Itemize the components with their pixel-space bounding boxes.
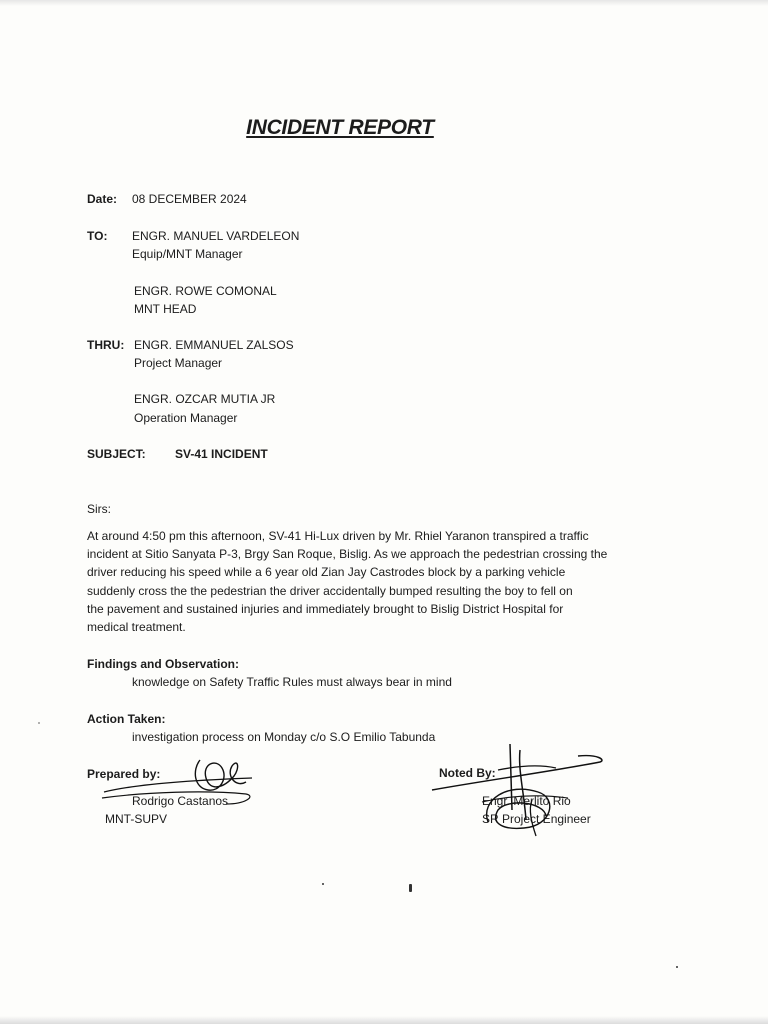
date-label: Date: [87, 192, 118, 206]
scan-edge-top [0, 0, 768, 6]
prepared-by-position: MNT-SUPV [105, 812, 168, 826]
action-text: investigation process on Monday c/o S.O Emilio Tabunda [132, 730, 436, 744]
to-recipient-2-name: ENGR. ROWE COMONAL [134, 284, 277, 298]
scan-speck [409, 884, 412, 892]
thru-recipient-1-name: ENGR. EMMANUEL ZALSOS [134, 338, 294, 352]
narrative-line: driver reducing his speed while a 6 year old Zian Jay Castrodes block by a parking vehicle [87, 565, 566, 580]
action-label: Action Taken: [87, 712, 166, 726]
to-label: TO: [87, 229, 108, 243]
document-title: INCIDENT REPORT [246, 116, 434, 139]
to-recipient-2-position: MNT HEAD [134, 302, 197, 316]
noted-by-name: Engr. Merlito Rio [482, 794, 571, 808]
scan-speck [38, 722, 40, 724]
scan-speck [322, 883, 324, 885]
noted-by-position: SR Project Engineer [482, 812, 591, 826]
findings-text: knowledge on Safety Traffic Rules must always bear in mind [132, 675, 452, 689]
scan-edge-bottom [0, 1016, 768, 1024]
narrative-line: the pavement and sustained injuries and immediately brought to Bislig District Hospital for [87, 601, 564, 616]
narrative-line: medical treatment. [87, 620, 186, 635]
findings-label: Findings and Observation: [87, 657, 240, 671]
to-recipient-1-position: Equip/MNT Manager [132, 247, 243, 261]
thru-recipient-1-position: Project Manager [134, 356, 223, 370]
date-value: 08 DECEMBER 2024 [132, 192, 247, 206]
prepared-by-signature [96, 748, 266, 810]
incident-narrative [87, 527, 667, 636]
scan-speck [676, 966, 678, 968]
to-recipient-1-name: ENGR. MANUEL VARDELEON [132, 229, 300, 243]
prepared-by-label: Prepared by: [87, 767, 161, 781]
thru-recipient-2-position: Operation Manager [134, 411, 238, 425]
narrative-line: suddenly cross the the pedestrian the driver accidentally bumped resulting the boy to fell on [87, 583, 573, 598]
prepared-by-name: Rodrigo Castanos [132, 794, 229, 808]
narrative-line: At around 4:50 pm this afternoon, SV-41 Hi-Lux driven by Mr. Rhiel Yaranon transpired a traffic [87, 529, 589, 543]
thru-label: THRU: [87, 338, 125, 352]
subject-label: SUBJECT: [87, 447, 146, 461]
salutation: Sirs: [87, 502, 111, 516]
narrative-line: incident at Sitio Sanyata P-3, Brgy San Roque, Bislig. As we approach the pedestrian crossing the [87, 547, 608, 562]
noted-by-label: Noted By: [439, 766, 496, 780]
noted-by-signature [428, 740, 608, 840]
thru-recipient-2-name: ENGR. OZCAR MUTIA JR [134, 392, 276, 406]
subject-value: SV-41 INCIDENT [175, 447, 268, 461]
